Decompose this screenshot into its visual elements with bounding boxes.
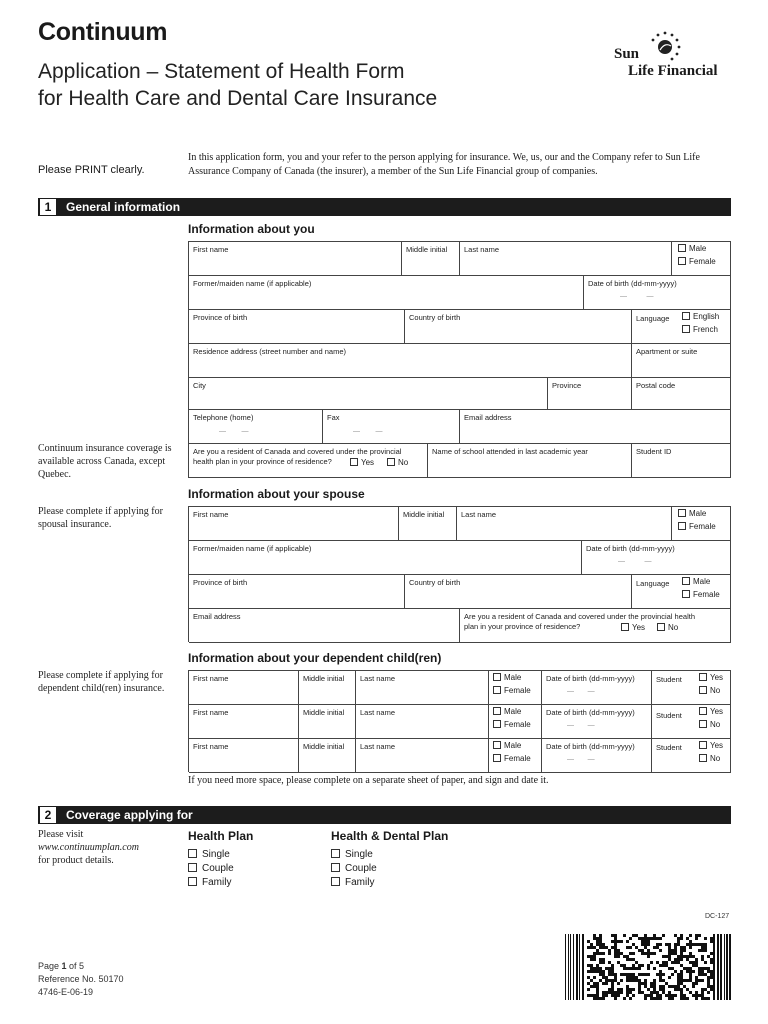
child-2-student-no-option[interactable]: No: [699, 720, 720, 730]
health-family-option[interactable]: Family: [188, 877, 231, 888]
city-field[interactable]: City: [189, 378, 548, 410]
spouse-resident-yes-option[interactable]: Yes: [621, 623, 645, 633]
last-name-field[interactable]: Last name: [460, 242, 672, 276]
fax-field[interactable]: Fax — —: [323, 410, 460, 444]
section-1-number: 1: [40, 199, 56, 215]
child-2-last-name-field[interactable]: Last name: [356, 705, 489, 739]
product-details-note: [38, 828, 173, 867]
dob-field[interactable]: Date of birth (dd-mm-yyyy) — —: [584, 276, 731, 310]
children-heading: Information about your dependent child(ren): [188, 651, 442, 665]
postal-code-field[interactable]: Postal code: [632, 378, 731, 410]
spouse-female-option[interactable]: Female: [678, 522, 716, 532]
spouse-language-field: Language Male Female: [632, 575, 731, 609]
student-id-field[interactable]: Student ID: [632, 444, 731, 478]
section-2-header: [38, 806, 731, 824]
health-dental-plan-options: [331, 849, 461, 894]
child-2-middle-initial-field[interactable]: Middle initial: [299, 705, 356, 739]
child-3-male-option[interactable]: Male: [493, 741, 521, 751]
spouse-male-option[interactable]: Male: [678, 509, 706, 519]
barcode-image: [565, 934, 731, 1000]
sun-icon: [648, 30, 682, 64]
brand-name: Continuum: [38, 18, 168, 46]
resident-no-option[interactable]: No: [387, 458, 408, 468]
province-field[interactable]: Province: [548, 378, 632, 410]
former-name-field[interactable]: Former/maiden name (if applicable): [189, 276, 584, 310]
form-id: 4746-E-06-19: [38, 987, 94, 997]
children-note: Please complete if applying for dependent child(ren) insurance.: [38, 670, 165, 694]
you-form-grid: [188, 241, 731, 478]
spouse-last-name-field[interactable]: Last name: [457, 507, 672, 541]
you-heading: Information about you: [188, 222, 315, 236]
spouse-resident-no-option[interactable]: No: [657, 623, 678, 633]
child-3-female-option[interactable]: Female: [493, 754, 531, 764]
child-3-student-yes-option[interactable]: Yes: [699, 741, 723, 751]
section-1-title: General information: [66, 200, 181, 214]
province-of-birth-field[interactable]: Province of birth: [189, 310, 405, 344]
dental-single-option[interactable]: Single: [331, 849, 373, 860]
title-line-1: Application – Statement of Health Form: [38, 60, 405, 83]
spouse-dob-field[interactable]: Date of birth (dd-mm-yyyy) — —: [582, 541, 731, 575]
reference-number: Reference No. 50170: [38, 974, 124, 984]
health-dental-plan-heading: Health & Dental Plan: [331, 829, 449, 843]
child-2-dob-field[interactable]: Date of birth (dd-mm-yyyy) — —: [542, 705, 652, 739]
title-line-2: for Health Care and Dental Care Insurance: [38, 87, 438, 110]
page-number: Page 1 of 5: [38, 961, 85, 971]
spouse-province-of-birth-field[interactable]: Province of birth: [189, 575, 405, 609]
email-field[interactable]: Email address: [460, 410, 731, 444]
female-option[interactable]: Female: [678, 257, 716, 267]
child-3-student-no-option[interactable]: No: [699, 754, 720, 764]
child-1-student-field: Student Yes No: [652, 671, 731, 705]
child-2-male-option[interactable]: Male: [493, 707, 521, 717]
health-plan-options: [188, 849, 318, 894]
health-single-option[interactable]: Single: [188, 849, 230, 860]
dental-family-option[interactable]: Family: [331, 877, 374, 888]
spouse-form-grid: [188, 506, 731, 642]
country-of-birth-field[interactable]: Country of birth: [405, 310, 632, 344]
child-1-student-yes-option[interactable]: Yes: [699, 673, 723, 683]
page-footer: [38, 960, 124, 999]
school-field[interactable]: Name of school attended in last academic year: [428, 444, 632, 478]
section-2-number: 2: [40, 807, 56, 823]
child-3-sex-field: [489, 739, 542, 773]
male-option[interactable]: Male: [678, 244, 706, 254]
spouse-resident-question-field: Are you a resident of Canada and covered under the provincial health plan in your province of residence? Yes No: [460, 609, 731, 643]
child-1-dob-field[interactable]: Date of birth (dd-mm-yyyy) — —: [542, 671, 652, 705]
child-1-sex-field: [489, 671, 542, 705]
sun-life-logo: [612, 30, 732, 85]
print-instruction: Please PRINT clearly.: [38, 164, 145, 176]
health-plan-heading: Health Plan: [188, 829, 254, 843]
more-space-note: If you need more space, please complete on a separate sheet of paper, and sign and date it.: [188, 775, 549, 786]
child-3-dob-field[interactable]: Date of birth (dd-mm-yyyy) — —: [542, 739, 652, 773]
french-option[interactable]: French: [682, 325, 718, 335]
visit-text: Please visit: [38, 829, 84, 840]
coverage-note: Continuum insurance coverage is available across Canada, except Quebec.: [38, 443, 172, 480]
intro-text: In this application form, you and your refer to the person applying for insurance. We, us, our and the Company refer to Sun Life Assurance Company of Canada (the insurer), a member of the Sun Life Financial group of companies.: [188, 152, 700, 177]
logo-text-1: Sun: [614, 46, 640, 62]
spouse-first-name-field[interactable]: First name: [189, 507, 399, 541]
middle-initial-field[interactable]: Middle initial: [402, 242, 460, 276]
sex-field: [672, 242, 731, 276]
logo-text-2: Life Financial: [628, 63, 718, 79]
spouse-former-name-field[interactable]: Former/maiden name (if applicable): [189, 541, 582, 575]
residence-address-field[interactable]: Residence address (street number and name): [189, 344, 632, 378]
child-1-student-no-option[interactable]: No: [699, 686, 720, 696]
spouse-country-of-birth-field[interactable]: Country of birth: [405, 575, 632, 609]
english-option[interactable]: English: [682, 312, 719, 322]
language-field: Language English French: [632, 310, 731, 344]
child-3-middle-initial-field[interactable]: Middle initial: [299, 739, 356, 773]
spouse-sex-field: [672, 507, 731, 541]
dental-couple-option[interactable]: Couple: [331, 863, 377, 874]
resident-question-field: Are you a resident of Canada and covered under the provincial health plan in your province of residence? Yes No: [189, 444, 428, 478]
spouse-language-option-1[interactable]: Male: [682, 577, 710, 587]
spouse-email-field[interactable]: Email address: [189, 609, 460, 643]
section-2-title: Coverage applying for: [66, 808, 193, 822]
children-form-grid: [188, 670, 731, 772]
continuum-link[interactable]: www.continuumplan.com: [38, 842, 139, 853]
child-1-female-option[interactable]: Female: [493, 686, 531, 696]
child-2-first-name-field[interactable]: First name: [189, 705, 299, 739]
child-3-last-name-field[interactable]: Last name: [356, 739, 489, 773]
child-3-first-name-field[interactable]: First name: [189, 739, 299, 773]
child-1-first-name-field[interactable]: First name: [189, 671, 299, 705]
form-code: DC-127: [705, 913, 730, 920]
child-1-middle-initial-field[interactable]: Middle initial: [299, 671, 356, 705]
spouse-heading: Information about your spouse: [188, 487, 365, 501]
child-1-last-name-field[interactable]: Last name: [356, 671, 489, 705]
child-1-male-option[interactable]: Male: [493, 673, 521, 683]
telephone-field[interactable]: Telephone (home) — —: [189, 410, 323, 444]
child-3-student-field: Student Yes No: [652, 739, 731, 773]
child-2-female-option[interactable]: Female: [493, 720, 531, 730]
details-text: for product details.: [38, 855, 114, 866]
resident-yes-option[interactable]: Yes: [350, 458, 374, 468]
page-title: [38, 58, 437, 112]
spouse-language-option-2[interactable]: Female: [682, 590, 720, 600]
spouse-note: Please complete if applying for spousal insurance.: [38, 506, 163, 530]
spouse-middle-initial-field[interactable]: Middle initial: [399, 507, 457, 541]
first-name-field[interactable]: First name: [189, 242, 402, 276]
child-2-sex-field: [489, 705, 542, 739]
health-couple-option[interactable]: Couple: [188, 863, 234, 874]
section-1-header: [38, 198, 731, 216]
child-2-student-field: Student Yes No: [652, 705, 731, 739]
apartment-field[interactable]: Apartment or suite: [632, 344, 731, 378]
child-2-student-yes-option[interactable]: Yes: [699, 707, 723, 717]
